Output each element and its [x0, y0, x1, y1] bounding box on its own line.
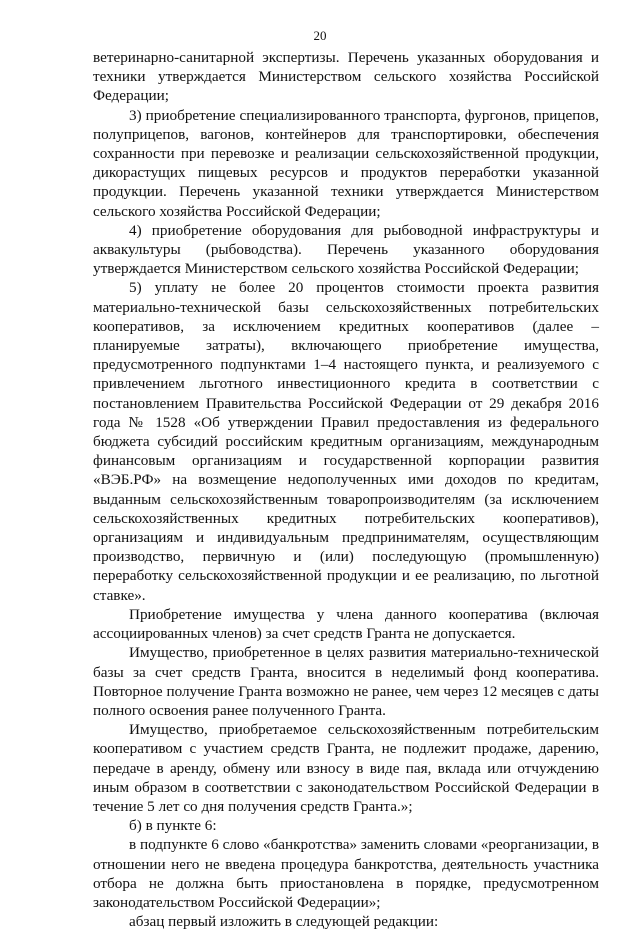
paragraph: в подпункте 6 слово «банкротства» заменить словами «реорганизации, в отношении него не введена процедура банкротства, деятельность участника отбора не должна быть приостановлена в порядке, предусмотренном законодательством Российской Федерации»; [93, 836, 599, 911]
page-number: 20 [313, 28, 327, 43]
paragraph: Имущество, приобретенное в целях развития материально-технической базы за счет средств Гранта, вносится в неделимый фонд кооператива. Повторное получение Гранта возможно не ранее, чем через 12 месяцев с даты полного освоения ранее полученного Гранта. [93, 644, 599, 719]
paragraph: 4) приобретение оборудования для рыбоводной инфраструктуры и аквакультуры (рыбоводства). Перечень указанного оборудования утверждается Министерством сельского хозяйства Российской Федерации; [93, 221, 599, 278]
document-body [93, 48, 599, 931]
paragraph: Имущество, приобретаемое сельскохозяйственным потребительским кооперативом с участием средств Гранта, не подлежит продаже, дарению, передаче в аренду, обмену или взносу в виде пая, вклада или отчуждению иным образом в соответствии с законодательством Российской Федерации в течение 5 лет со дня получения средств Гранта.»; [93, 721, 599, 815]
paragraph: 3) приобретение специализированного транспорта, фургонов, прицепов, полуприцепов, вагонов, контейнеров для транспортировки, обеспечения сохранности при перевозке и реализации сельскохозяйственной продукции, дикорастущих пищевых ресурсов и продуктов переработки указанной продукции. Перечень указанной техники утверждается Министерством сельского хозяйства Российской Федерации; [93, 106, 599, 220]
paragraph: абзац первый изложить в следующей редакции: [129, 913, 439, 931]
paragraph: б) в пункте 6: [129, 817, 217, 835]
paragraph: ветеринарно-санитарной экспертизы. Перечень указанных оборудования и техники утверждается Министерством сельского хозяйства Российской Федерации; [93, 49, 599, 105]
paragraph: 5) уплату не более 20 процентов стоимости проекта развития материально-технической базы сельскохозяйственных потребительских кооперативов, за исключением кредитных кооперативов (далее – планируемые затраты), включающего приобретение имущества, предусмотренного подпунктами 1–4 настоящего пункта, и реализуемого с привлечением льготного инвестиционного кредита в соответствии с постановлением Правительства Российской Федерации от 29 декабря 2016 года № 1528 «Об утверждении Правил предоставления из федерального бюджета субсидий российским кредитным организациям, международным финансовым организациям и государственной корпорации развития «ВЭБ.РФ» на возмещение недополученных ими доходов по кредитам, выданным сельскохозяйственным товаропроизводителям (за исключением сельскохозяйственных кредитных потребительских кооперативов), организациям и индивидуальным предпринимателям, осуществляющим производство, первичную и (или) последующую (промышленную) переработку сельскохозяйственной продукции и ее реализацию, по льготной ставке». [93, 279, 599, 604]
paragraph: Приобретение имущества у члена данного кооператива (включая ассоциированных членов) за счет средств Гранта не допускается. [93, 605, 599, 643]
